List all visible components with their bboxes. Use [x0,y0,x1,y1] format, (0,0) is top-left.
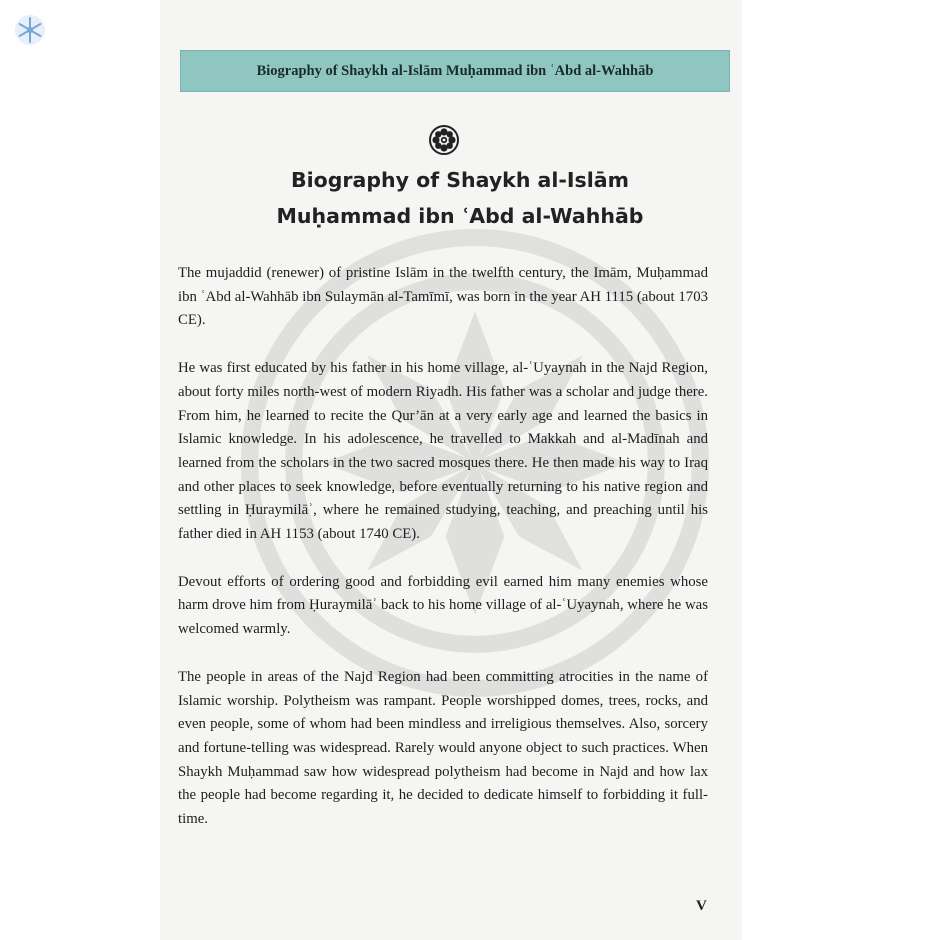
chapter-title-line-1: Biography of Shaykh al-Islām [291,168,629,192]
paragraph-4: The people in areas of the Najd Region had been committing atrocities in the name of Islamic worship. Polytheism was rampant. People worshipped domes, trees, rocks, and even people, some of whom had been mindless and irreligious themselves. Also, sorcery and fortune-telling was widespread. Rarely would anyone object to such practices. When Shaykh Muḥammad saw how widespread polytheism had become in Najd and how lax the people had become regarding it, he decided to dedicate himself to forbidding it full-time. [178,668,708,828]
snowflake-logo-icon [14,14,46,46]
rosette-ornament-icon [428,124,460,156]
body-text [178,262,708,856]
paragraph-3: Devout efforts of ordering good and forbidding evil earned him many enemies whose harm drove him from Ḥuraymilāʾ back to his home village of al-ʿUyaynah, where he was welcomed warmly. [178,573,708,638]
book-page [160,0,742,940]
page-number: V [696,898,707,914]
paragraph-1: The mujaddid (renewer) of pristine Islām in the twelfth century, the Imām, Muḥammad ibn ʿAbd al-Wahhāb ibn Sulaymān al-Tamīmī, was born in the year AH 1115 (about 1703 CE). [178,265,708,329]
running-header [180,50,730,92]
chapter-title [160,162,760,234]
running-header-title: Biography of Shaykh al-Islām Muḥammad ibn ʿAbd al-Wahhāb [256,62,654,79]
chapter-title-line-2: Muḥammad ibn ʿAbd al-Wahhāb [276,204,644,228]
paragraph-2: He was first educated by his father in his home village, al-ʿUyaynah in the Najd Region, about forty miles north-west of modern Riyadh. His father was a scholar and judge there. From him, he learned to recite the Qur’ān at a very early age and learned the basics in Islamic knowledge. In his adolescence, he travelled to Makkah and al-Madīnah and learned from the scholars in the two sacred mosques there. He then made his way to Iraq and other places to seek knowledge, before eventually returning to his native region and settling in Ḥuraymilāʾ, where he remained studying, teaching, and preaching until his father died in AH 1153 (about 1740 CE). [178,360,708,543]
